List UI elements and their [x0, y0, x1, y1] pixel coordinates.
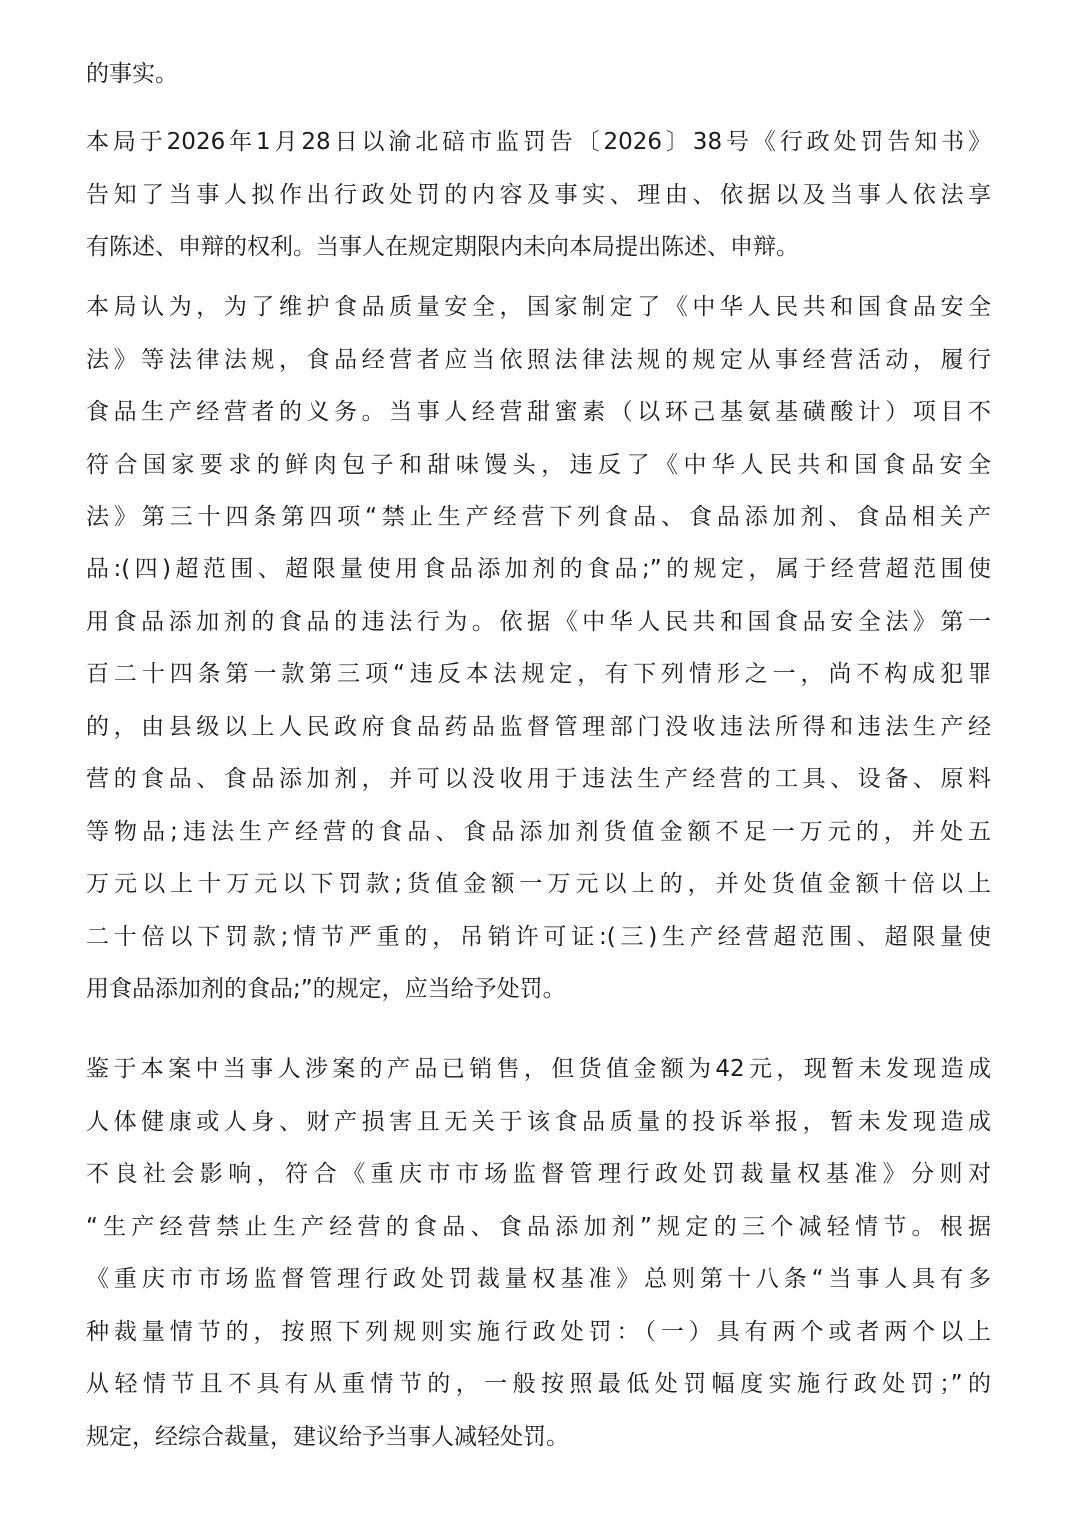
- paragraph-mitigation-line: “生产经营禁止生产经营的食品、食品添加剂”规定的三个减轻情节。根据: [86, 1214, 991, 1240]
- paragraph-notice-line: 本局于2026年1月28日以渝北碚市监罚告〔2026〕38号《行政处罚告知书》: [86, 129, 991, 155]
- paragraph-notice-line: 告知了当事人拟作出行政处罚的内容及事实、理由、依据以及当事人依法享: [86, 182, 991, 208]
- paragraph-mitigation-line: 鉴于本案中当事人涉案的产品已销售，但货值金额为42元，现暂未发现造成: [86, 1056, 991, 1082]
- paragraph-mitigation-line: 种裁量情节的，按照下列规则实施行政处罚：（一）具有两个或者两个以上: [86, 1319, 991, 1345]
- paragraph-finding-line: 食品生产经营者的义务。当事人经营甜蜜素（以环己基氨基磺酸计）项目不: [86, 399, 991, 425]
- paragraph-fact-tail-line: 的事实。: [86, 61, 178, 87]
- paragraph-finding-line: 万元以上十万元以下罚款;货值金额一万元以上的，并处货值金额十倍以上: [86, 871, 991, 897]
- paragraph-finding-line: 百二十四条第一款第三项“违反本法规定，有下列情形之一，尚不构成犯罪: [86, 661, 991, 687]
- paragraph-finding-line: 的，由县级以上人民政府食品药品监督管理部门没收违法所得和违法生产经: [86, 714, 991, 740]
- paragraph-finding-line: 法》第三十四条第四项“禁止生产经营下列食品、食品添加剂、食品相关产: [86, 504, 991, 530]
- paragraph-finding-line: 法》等法律法规，食品经营者应当依照法律法规的规定从事经营活动，履行: [86, 347, 991, 373]
- paragraph-finding-line: 本局认为，为了维护食品质量安全，国家制定了《中华人民共和国食品安全: [86, 294, 991, 320]
- paragraph-finding-line: 二十倍以下罚款;情节严重的，吊销许可证:(三)生产经营超范围、超限量使: [86, 924, 991, 950]
- paragraph-mitigation-line: 从轻情节且不具有从重情节的，一般按照最低处罚幅度实施行政处罚；”的: [86, 1371, 991, 1397]
- paragraph-finding-line: 等物品;违法生产经营的食品、食品添加剂货值金额不足一万元的，并处五: [86, 819, 991, 845]
- paragraph-finding-line: 营的食品、食品添加剂，并可以没收用于违法生产经营的工具、设备、原料: [86, 766, 991, 792]
- paragraph-mitigation-line: 不良社会影响，符合《重庆市市场监督管理行政处罚裁量权基准》分则对: [86, 1161, 991, 1187]
- paragraph-finding-line: 品:(四)超范围、超限量使用食品添加剂的食品;”的规定，属于经营超范围使: [86, 556, 991, 582]
- paragraph-mitigation-line: 规定，经综合裁量，建议给予当事人减轻处罚。: [86, 1424, 569, 1450]
- paragraph-notice-line: 有陈述、申辩的权利。当事人在规定期限内未向本局提出陈述、申辩。: [86, 234, 799, 260]
- paragraph-finding-line: 符合国家要求的鲜肉包子和甜味馒头，违反了《中华人民共和国食品安全: [86, 452, 991, 478]
- paragraph-mitigation-line: 《重庆市市场监督管理行政处罚裁量权基准》总则第十八条“当事人具有多: [86, 1266, 991, 1292]
- paragraph-finding-line: 用食品添加剂的食品;”的规定，应当给予处罚。: [86, 976, 566, 1002]
- paragraph-mitigation-line: 人体健康或人身、财产损害且无关于该食品质量的投诉举报，暂未发现造成: [86, 1109, 991, 1135]
- paragraph-finding-line: 用食品添加剂的食品的违法行为。依据《中华人民共和国食品安全法》第一: [86, 609, 991, 635]
